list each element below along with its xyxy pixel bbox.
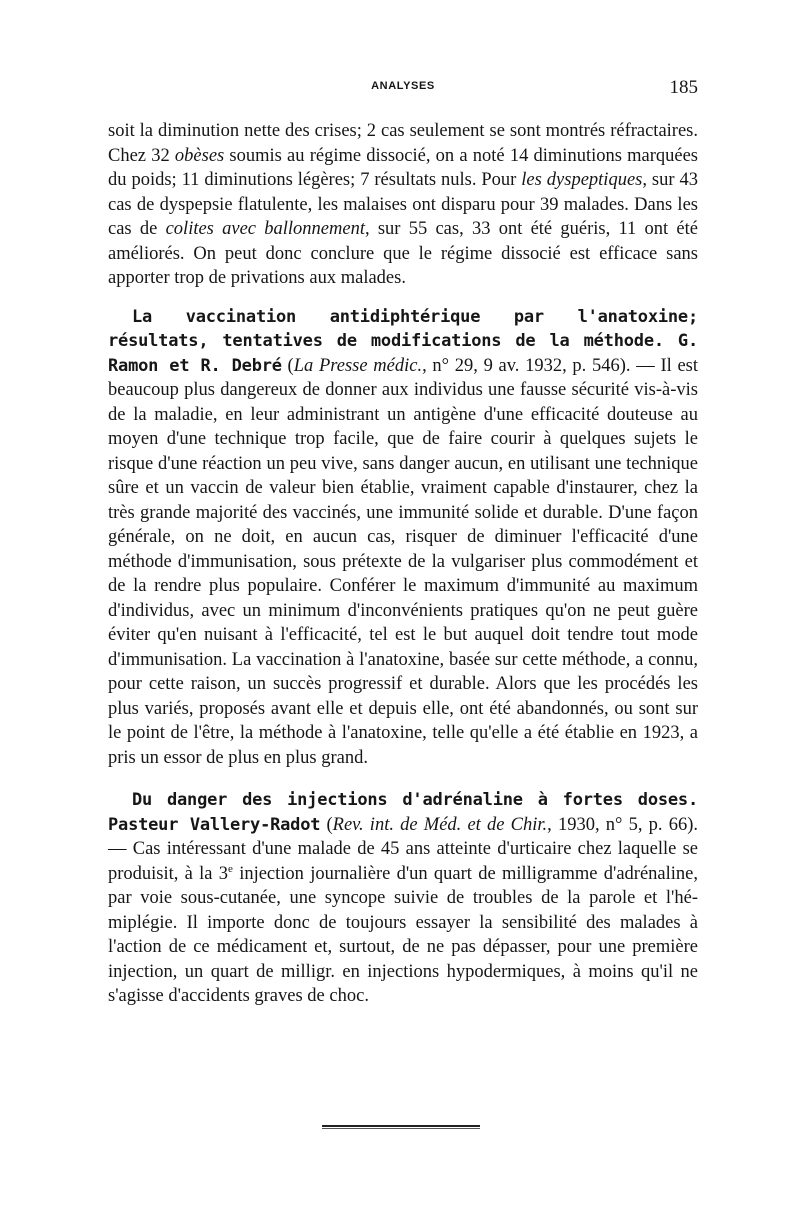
abstract-2-title: Du danger des injections d'adrénaline à fortes doses. Pasteur Vallery-Radot bbox=[108, 790, 698, 835]
abstract-2-ref-open: ( bbox=[320, 814, 333, 835]
continuation-text-4: , sur 55 cas, 33 ont été guéris, 11 ont été améliorés. On peut donc conclure que le régime dissocié est efficace sans apporter trop de privations aux malades. bbox=[108, 219, 698, 288]
continuation-italic-colites: colites avec ballonnement bbox=[165, 219, 365, 239]
abstract-2-journal: Rev. int. de Méd. et de Chir. bbox=[332, 814, 548, 835]
abstract-1-ref-open: ( bbox=[281, 355, 294, 376]
running-title: ANALYSES bbox=[371, 80, 435, 92]
abstract-2-body-b: injection journalière d'un quart de milligramme d'adrénaline, par voie sous-cutanée, une syncope suivie de troubles de la parole et l'hémiplégie. Il importe donc de toujours essayer la sensibilité des malades à l'action de ce médicament et, surtout, de ne pas dépasser, pour une première injection, un quart de milligr. en injections hypodermiques, à moins qu'il ne s'agisse d'accidents graves de choc. bbox=[108, 863, 699, 1006]
abstract-vaccination bbox=[108, 305, 698, 771]
running-head bbox=[108, 77, 698, 100]
abstract-1-title: La vaccination antidiphtérique par l'anatoxine; résultats, tentatives de modifications de la méthode. G. Ramon et R. Debré bbox=[108, 306, 698, 376]
abstract-1-journal: La Presse médic. bbox=[293, 355, 423, 376]
continuation-italic-dyspeptiques: les dyspeptiques bbox=[521, 170, 643, 190]
abstract-2-superscript: e bbox=[228, 862, 233, 875]
continuation-italic-obeses: obèses bbox=[174, 145, 225, 166]
abstract-1-ref-rest: , n° 29, 9 av. 1932, p. 546). — bbox=[422, 355, 661, 376]
abstract-adrenaline bbox=[108, 788, 698, 1009]
abstract-2-ref-rest: , 1930, n° 5, p. 66). — bbox=[108, 814, 698, 859]
continuation-text-1: soit la diminution nette des crises; 2 cas seulement se sont montrés réfractaires. Chez 32 bbox=[108, 121, 698, 166]
abstract-1-body: Il est beaucoup plus dangereux de donner aux individus une fausse sécurité vis-à-vis de la maladie, en leur administrant un antigène d'une efficacité douteuse au moyen d'une technique trop facile, que de faire courir à quelques sujets le risque d'une réaction un peu vive, sans danger aucun, en utilisant une technique sûre et un vaccin de valeur bien établie, vraiment capable d'instaurer, chez la très grande majorité des vaccinés, une immunité solide et durable. D'une façon générale, on ne doit, en aucun cas, risquer de diminuer l'efficacité d'une méthode d'immunisation, sous prétexte de la vulgariser plus commodément et de la rendre plus populaire. Conférer le maximum d'immunité au maximum d'individus, avec un minimum d'inconvénients pratiques qu'on ne peut guère éviter qu'en nuisant à l'efficacité, tel est le but auquel doit tendre tout mode d'immunisation. La vaccination à l'anatoxine, basée sur cette méthode, a connu, pour cette raison, un succès progressif et durable. Alors que les procédés les plus variés, proposés avant elle et depuis elle, ont été abandonnés, ou sont sur le point de l'être, la méthode à l'anatoxine, telle qu'elle a été établie en 1923, a pris un essor de plus en plus grand. bbox=[108, 355, 699, 768]
end-rule bbox=[322, 1125, 480, 1129]
abstract-2-body-a: Cas intéressant d'une malade de 45 ans atteinte d'urticaire chez laquelle se produisit, à la 3 bbox=[108, 839, 698, 884]
continuation-paragraph bbox=[108, 119, 698, 291]
continuation-text-2: soumis au régime dissocié, on a noté 14 diminutions marquées du poids; 11 diminutions légères; 7 résultats nuls. Pour bbox=[108, 145, 698, 190]
body-text bbox=[108, 119, 698, 1009]
page-number: 185 bbox=[669, 77, 698, 98]
continuation-text-3: , sur 43 cas de dyspepsie flatulente, les malaises ont disparu pour 39 malades. Dans les cas de bbox=[108, 170, 698, 239]
